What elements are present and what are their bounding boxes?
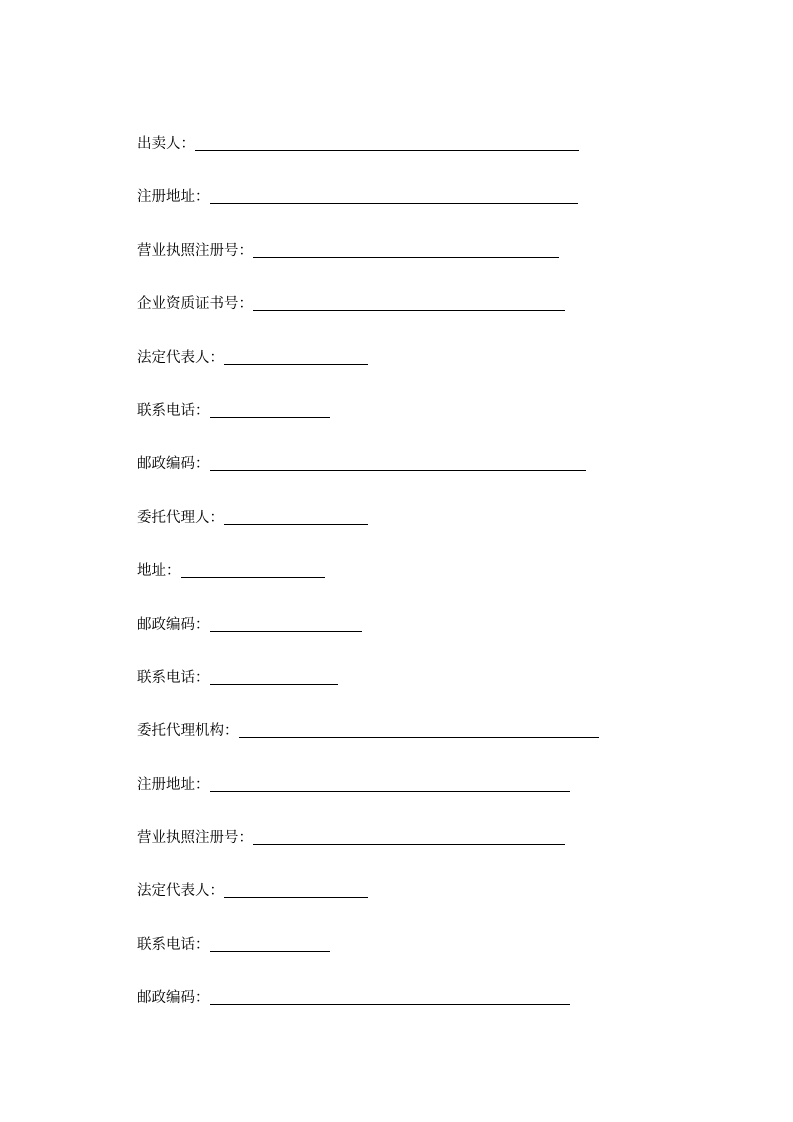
fill-in-blank — [210, 470, 586, 471]
field-agency-institution — [137, 715, 657, 741]
field-agency-contact-phone — [137, 929, 657, 955]
fill-in-blank — [195, 150, 579, 151]
field-postal-code — [137, 448, 657, 474]
field-agent-contact-phone — [137, 662, 657, 688]
fill-in-blank — [224, 524, 368, 525]
field-label: 企业资质证书号： — [137, 296, 253, 313]
field-agent-address — [137, 555, 657, 581]
field-label: 出卖人： — [137, 136, 195, 152]
field-agency-legal-representative — [137, 875, 657, 901]
fill-in-blank — [210, 951, 330, 952]
fill-in-blank — [210, 791, 570, 792]
field-registered-address — [137, 181, 657, 207]
field-label: 法定代表人： — [137, 883, 224, 900]
fill-in-blank — [210, 1004, 570, 1005]
field-label: 邮政编码： — [137, 456, 210, 473]
field-label: 地址： — [137, 563, 181, 580]
field-label: 联系电话： — [137, 669, 210, 686]
field-legal-representative — [137, 342, 657, 368]
fill-in-blank — [224, 364, 368, 365]
fill-in-blank — [210, 417, 330, 418]
fill-in-blank — [210, 684, 338, 685]
fill-in-blank — [239, 737, 599, 738]
field-label: 委托代理人： — [137, 509, 224, 526]
fill-in-blank — [181, 577, 325, 578]
field-label: 法定代表人： — [137, 349, 224, 366]
fill-in-blank — [253, 257, 559, 258]
field-label: 营业执照注册号： — [137, 242, 253, 259]
field-business-license-number — [137, 235, 657, 261]
fill-in-blank — [253, 844, 565, 845]
field-agency-postal-code — [137, 982, 657, 1008]
field-contact-phone — [137, 395, 657, 421]
field-label: 邮政编码： — [137, 990, 210, 1007]
field-qualification-certificate-number — [137, 288, 657, 314]
fill-in-blank — [224, 897, 368, 898]
fill-in-blank — [210, 203, 578, 204]
field-agency-registered-address — [137, 769, 657, 795]
field-label: 注册地址： — [137, 776, 210, 793]
field-seller — [137, 128, 657, 154]
field-label: 注册地址： — [137, 189, 210, 206]
field-authorized-agent — [137, 502, 657, 528]
field-label: 营业执照注册号： — [137, 830, 253, 847]
party-info-form — [137, 128, 657, 1036]
field-label: 联系电话： — [137, 936, 210, 953]
fill-in-blank — [210, 631, 362, 632]
field-label: 联系电话： — [137, 402, 210, 419]
field-label: 委托代理机构： — [137, 723, 239, 740]
fill-in-blank — [253, 310, 565, 311]
field-label: 邮政编码： — [137, 616, 210, 633]
field-agency-business-license-number — [137, 822, 657, 848]
field-agent-postal-code — [137, 609, 657, 635]
